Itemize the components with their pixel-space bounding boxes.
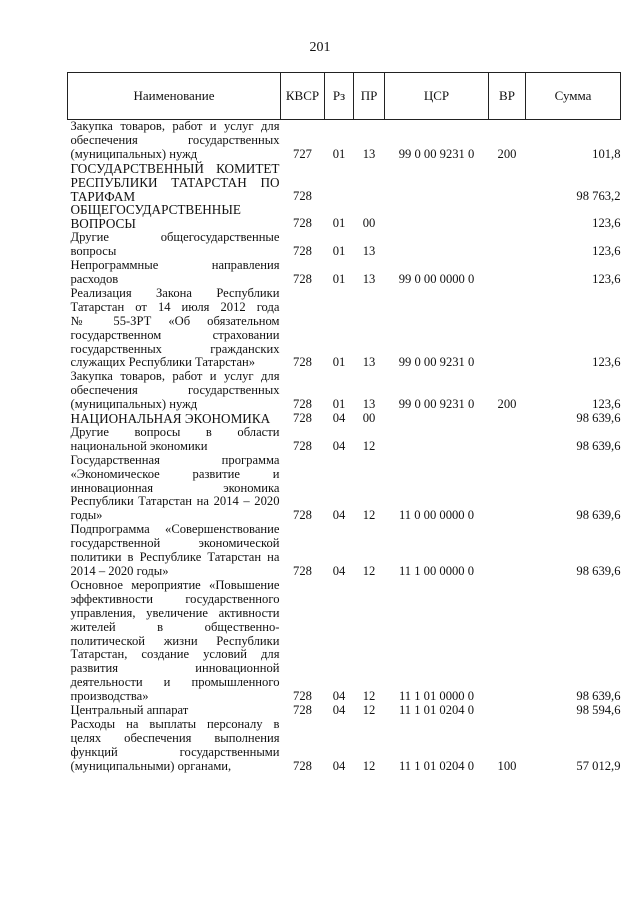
row-name-line: ВОПРОСЫ <box>70 216 136 232</box>
row-name-line: государственных гражданских <box>70 341 280 356</box>
row-name-line: политики в Республике Татарстан на <box>70 550 280 565</box>
header-sum: Сумма <box>526 73 621 120</box>
table-row <box>68 426 621 454</box>
row-csr-cell: 11 1 00 0000 0 <box>398 564 475 578</box>
row-name-line: производства» <box>70 689 149 704</box>
row-name-line: Государственная программа <box>70 452 280 467</box>
row-name-cell <box>68 412 281 426</box>
row-pr-cell: 12 <box>362 758 376 773</box>
row-sum-cell: 98 763,2 <box>576 188 621 203</box>
row-csr-cell: 99 0 00 9231 0 <box>398 355 475 370</box>
row-sum-cell: 101,8 <box>592 146 621 161</box>
row-csr-cell: 99 0 00 0000 0 <box>398 271 475 286</box>
table-row <box>68 162 621 204</box>
row-name-line: развития инновационной <box>70 661 280 676</box>
row-name-line: инновационная экономика <box>70 480 280 495</box>
row-csr-cell: 11 1 01 0000 0 <box>398 689 475 704</box>
row-name-cell <box>68 454 281 524</box>
row-rz-cell: 04 <box>332 508 346 523</box>
row-name-cell <box>68 231 281 259</box>
row-csr-cell <box>385 426 489 454</box>
table-row <box>68 370 621 412</box>
row-vr-cell: 200 <box>497 397 517 412</box>
header-kvsr: КВСР <box>281 73 325 120</box>
row-vr-cell <box>489 579 526 704</box>
row-name-line: (муниципальных) нужд <box>70 397 198 412</box>
row-name-line: Центральный аппарат <box>70 703 189 718</box>
row-name-line: политической жизни Республики <box>70 633 280 648</box>
header-csr: ЦСР <box>385 73 489 120</box>
row-sum-cell: 98 639,6 <box>576 508 621 523</box>
row-csr-cell <box>385 162 489 204</box>
row-kvsr-cell: 728 <box>293 188 312 203</box>
row-name-line: Непрограммные направления <box>70 258 280 273</box>
row-kvsr-cell: 728 <box>293 244 312 259</box>
table-body <box>68 120 621 774</box>
table-row <box>68 704 621 718</box>
table-row <box>68 454 621 524</box>
row-vr-cell <box>489 454 526 524</box>
row-name-line: Татарстан, создание условий для <box>70 647 280 662</box>
row-rz-cell: 04 <box>332 411 346 426</box>
header-vr: ВР <box>489 73 526 120</box>
row-name-cell <box>68 259 281 287</box>
row-pr-cell: 12 <box>362 508 376 523</box>
row-name-line: НАЦИОНАЛЬНАЯ ЭКОНОМИКА <box>70 411 271 427</box>
row-name-cell <box>68 120 281 162</box>
row-vr-cell: 100 <box>497 758 517 773</box>
row-kvsr-cell: 728 <box>293 355 312 370</box>
row-kvsr-cell: 728 <box>293 508 312 523</box>
row-pr-cell: 00 <box>362 411 376 426</box>
row-kvsr-cell: 727 <box>293 146 312 161</box>
row-pr-cell: 13 <box>362 355 376 370</box>
row-name-line: Закупка товаров, работ и услуг для <box>70 119 280 133</box>
row-name-line: (муниципальными) органами, <box>70 758 232 773</box>
row-name-line: управления, увеличение активности <box>70 605 280 620</box>
row-csr-cell: 11 1 01 0204 0 <box>398 703 475 718</box>
row-sum-cell: 123,6 <box>592 271 621 286</box>
row-rz-cell: 04 <box>332 703 346 718</box>
page-number: 201 <box>309 40 331 55</box>
row-rz-cell: 04 <box>332 564 346 578</box>
row-name-line: Реализация Закона Республики <box>70 285 280 300</box>
row-name-line: ОБЩЕГОСУДАРСТВЕННЫЕ <box>70 202 241 218</box>
row-name-line: Основное мероприятие «Повышение <box>70 577 280 592</box>
table-row <box>68 231 621 259</box>
budget-table <box>67 72 621 774</box>
row-rz-cell: 04 <box>332 438 346 453</box>
table-row <box>68 579 621 704</box>
row-name-cell <box>68 203 281 231</box>
row-name-line: (муниципальных) нужд <box>70 146 198 161</box>
row-rz-cell: 04 <box>332 758 346 773</box>
row-kvsr-cell: 728 <box>293 411 312 426</box>
row-name-line: вопросы <box>70 244 117 259</box>
table-header-row <box>68 73 621 120</box>
header-rz: Рз <box>325 73 354 120</box>
row-pr-cell: 13 <box>362 271 376 286</box>
row-name-line: Татарстан от 14 июля 2012 года <box>70 299 280 314</box>
row-pr-cell: 13 <box>362 244 376 259</box>
row-name-cell <box>68 718 281 774</box>
row-sum-cell: 98 594,6 <box>576 703 621 718</box>
row-pr-cell: 12 <box>362 689 376 704</box>
row-csr-cell: 99 0 00 9231 0 <box>398 146 475 161</box>
row-name-line: обеспечения государственных <box>70 383 280 398</box>
row-pr-cell: 00 <box>362 216 376 231</box>
row-sum-cell: 98 639,6 <box>576 411 621 426</box>
table-row <box>68 287 621 370</box>
row-name-line: функций государственными <box>70 744 280 759</box>
row-sum-cell: 123,6 <box>592 216 621 231</box>
row-csr-cell <box>385 203 489 231</box>
row-vr-cell <box>489 426 526 454</box>
row-sum-cell: 98 639,6 <box>576 689 621 704</box>
row-name-line: Республики Татарстан на 2014 – 2020 <box>70 494 280 509</box>
row-kvsr-cell: 728 <box>293 438 312 453</box>
row-name-cell <box>68 579 281 704</box>
row-name-cell <box>68 370 281 412</box>
row-pr-cell <box>354 162 385 204</box>
row-name-line: ГОСУДАРСТВЕННЫЙ КОМИТЕТ <box>70 160 280 176</box>
row-name-line: Закупка товаров, работ и услуг для <box>70 369 280 384</box>
row-name-line: государственной экономической <box>70 536 280 551</box>
row-csr-cell <box>385 231 489 259</box>
row-rz-cell: 01 <box>332 355 346 370</box>
row-sum-cell: 123,6 <box>592 397 621 412</box>
row-name-line: деятельности и промышленного <box>70 675 280 690</box>
row-name-line: № 55-ЗРТ «Об обязательном <box>70 313 280 328</box>
row-kvsr-cell: 728 <box>293 703 312 718</box>
table-row <box>68 203 621 231</box>
row-vr-cell <box>489 704 526 718</box>
row-csr-cell <box>385 412 489 426</box>
row-name-line: обеспечения государственных <box>70 132 280 147</box>
row-vr-cell <box>489 203 526 231</box>
row-name-line: годы» <box>70 508 103 523</box>
row-vr-cell <box>489 162 526 204</box>
row-name-line: Расходы на выплаты персоналу в <box>70 716 280 731</box>
row-vr-cell <box>489 259 526 287</box>
row-pr-cell: 12 <box>362 438 376 453</box>
row-vr-cell: 200 <box>497 146 517 161</box>
row-sum-cell: 123,6 <box>592 355 621 370</box>
row-name-line: служащих Республики Татарстан» <box>70 355 256 370</box>
row-name-line: эффективности государственного <box>70 591 280 606</box>
header-name: Наименование <box>68 73 281 120</box>
table-row <box>68 120 621 162</box>
row-vr-cell <box>489 412 526 426</box>
row-csr-cell: 99 0 00 9231 0 <box>398 397 475 412</box>
row-name-line: 2014 – 2020 годы» <box>70 564 169 578</box>
row-name-cell <box>68 426 281 454</box>
row-name-line: жителей в общественно- <box>70 619 280 634</box>
row-name-cell <box>68 162 281 204</box>
row-vr-cell <box>489 287 526 370</box>
row-pr-cell: 12 <box>362 703 376 718</box>
row-vr-cell <box>489 231 526 259</box>
row-rz-cell: 01 <box>332 146 346 161</box>
row-name-line: ТАРИФАМ <box>70 188 136 204</box>
row-rz-cell: 01 <box>332 244 346 259</box>
row-kvsr-cell: 728 <box>293 758 312 773</box>
header-pr: ПР <box>354 73 385 120</box>
row-name-line: Другие вопросы в области <box>70 424 280 439</box>
row-name-cell <box>68 287 281 370</box>
table-row <box>68 259 621 287</box>
row-name-line: Подпрограмма «Совершенствование <box>70 522 280 537</box>
row-csr-cell: 11 0 00 0000 0 <box>398 508 475 523</box>
row-rz-cell: 01 <box>332 397 346 412</box>
budget-table-container <box>67 72 620 774</box>
table-row <box>68 523 621 579</box>
row-name-line: национальной экономики <box>70 438 208 453</box>
row-sum-cell: 98 639,6 <box>576 564 621 578</box>
row-kvsr-cell: 728 <box>293 216 312 231</box>
row-name-cell <box>68 704 281 718</box>
row-pr-cell: 12 <box>362 564 376 578</box>
row-pr-cell: 13 <box>362 146 376 161</box>
row-name-line: РЕСПУБЛИКИ ТАТАРСТАН ПО <box>70 174 280 190</box>
row-sum-cell: 98 639,6 <box>576 438 621 453</box>
row-rz-cell <box>325 162 354 204</box>
row-csr-cell: 11 1 01 0204 0 <box>398 758 475 773</box>
row-name-line: целях обеспечения выполнения <box>70 730 280 745</box>
row-kvsr-cell: 728 <box>293 689 312 704</box>
row-rz-cell: 01 <box>332 216 346 231</box>
row-pr-cell: 13 <box>362 397 376 412</box>
row-name-line: Другие общегосударственные <box>70 230 280 245</box>
row-kvsr-cell: 728 <box>293 564 312 578</box>
row-kvsr-cell: 728 <box>293 397 312 412</box>
row-rz-cell: 04 <box>332 689 346 704</box>
row-rz-cell: 01 <box>332 271 346 286</box>
row-name-line: расходов <box>70 271 119 286</box>
row-name-line: государственном страховании <box>70 327 280 342</box>
row-name-line: «Экономическое развитие и <box>70 466 280 481</box>
table-row <box>68 718 621 774</box>
row-vr-cell <box>489 523 526 579</box>
row-sum-cell: 123,6 <box>592 244 621 259</box>
table-row <box>68 412 621 426</box>
row-kvsr-cell: 728 <box>293 271 312 286</box>
row-name-cell <box>68 523 281 579</box>
row-sum-cell: 57 012,9 <box>576 758 621 773</box>
